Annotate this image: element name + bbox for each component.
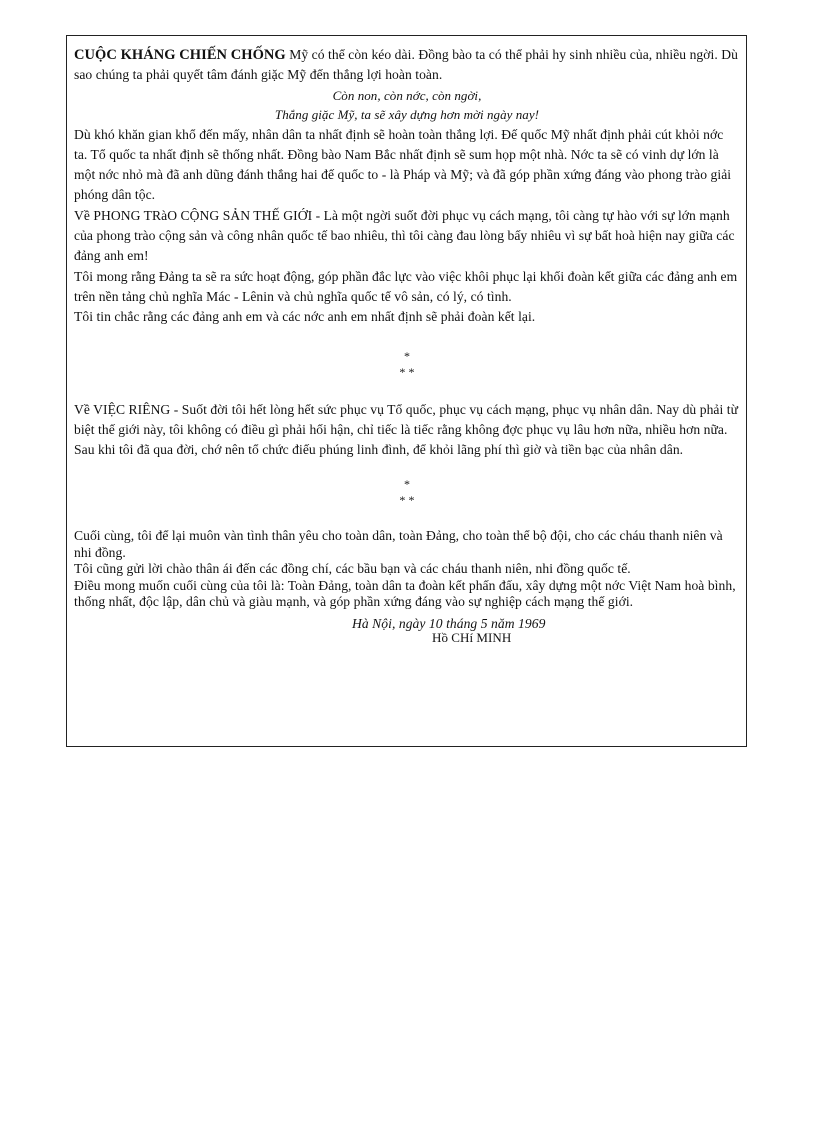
poem-line-2: Thắng giặc Mỹ, ta sẽ xây dựng hơn mời ngày nay! [274,107,540,123]
section1-lead-text: Mỹ có thể còn kéo dài. Đồng bào ta có thể phải hy sinh nhiều của, nhiều ngời. Dù sao chúng ta phải quyết tâm đánh giặc Mỹ đến thắng lợi hoàn toàn. [74,47,738,83]
document-body [74,45,740,655]
signature-name: Hồ CHí MINH [432,629,512,645]
separator-star-top: * [403,348,411,363]
section1-paragraph-3: Về PHONG TRàO CỘNG SẢN THẾ GIỚI - Là một ngời suốt đời phục vụ cách mạng, tôi càng tự hào với sự lớn mạnh của phong trào cộng sản và công nhân quốc tế bao nhiêu, thì tôi càng đau lòng bấy nhiêu vì sự bất hoà hiện nay giữa các đảng anh em! [74,207,735,264]
section2-paragraph-2: Sau khi tôi đã qua đời, chớ nên tổ chức điếu phúng linh đình, để khỏi lãng phí thì giờ và tiền bạc của nhân dân. [74,442,684,458]
section1-paragraph-2: Dù khó khăn gian khổ đến mấy, nhân dân ta nhất định sẽ hoàn toàn thắng lợi. Đế quốc Mỹ nhất định phải cút khỏi nớc ta. Tổ quốc ta nhất định sẽ thống nhất. Đồng bào Nam Bắc nhất định sẽ sum họp một nhà. Nớc ta sẽ có vinh dự lớn là một nớc nhỏ mà đã anh dũng đánh thắng hai đế quốc to - là Pháp và Mỹ; và đã góp phần xứng đáng vào phong trào giải phóng dân tộc. [74,126,732,203]
section3-paragraph-2: Tôi cũng gửi lời chào thân ái đến các đồng chí, các bầu bạn và các cháu thanh niên, nhi đồng quốc tế. [74,561,631,577]
signature-date: Hà Nội, ngày 10 tháng 5 năm 1969 [352,615,546,631]
section1-paragraph-5: Tôi tin chắc rằng các đảng anh em và các nớc anh em nhất định sẽ phải đoàn kết lại. [74,309,536,325]
document-frame [66,35,747,747]
separator-star-bottom: * * [399,493,415,508]
signature-block [74,615,740,655]
section1-heading: CUỘC KHÁNG CHIẾN CHỐNG [74,47,286,63]
section3 [74,528,740,611]
section2-paragraph-1: Về VIỆC RIÊNG - Suốt đời tôi hết lòng hết sức phục vụ Tổ quốc, phục vụ cách mạng, phục vụ nhân dân. Nay dù phải từ biệt thế giới này, tôi không có điều gì phải hối hận, chỉ tiếc là tiếc rằng không đợc phục vụ lâu hơn nữa, nhiều hơn nữa. [74,401,739,437]
section3-paragraph-1: Cuối cùng, tôi để lại muôn vàn tình thân yêu cho toàn dân, toàn Đảng, cho toàn thể bộ đội, cho các cháu thanh niên và nhi đồng. [74,528,723,560]
section1-paragraph-4: Tôi mong rằng Đảng ta sẽ ra sức hoạt động, góp phần đắc lực vào việc khôi phục lại khối đoàn kết giữa các đảng anh em trên nền tảng chủ nghĩa Mác - Lênin và chủ nghĩa quốc tế vô sản, có lý, có tình. [74,268,738,304]
section1-lead-paragraph [74,45,740,86]
section3-paragraph-3: Điều mong muốn cuối cùng của tôi là: Toàn Đảng, toàn dân ta đoàn kết phấn đấu, xây dựng một nớc Việt Nam hoà bình, thống nhất, độc lập, dân chủ và giàu mạnh, và góp phần xứng đáng vào sự nghiệp cách mạng thế giới. [74,577,736,610]
separator-star-bottom: * * [399,364,415,379]
separator-star-top: * [403,477,411,492]
separator-stars-1 [74,348,740,380]
poem-line-1: Còn non, còn nớc, còn ngời, [332,87,482,103]
separator-stars-2 [74,476,740,508]
